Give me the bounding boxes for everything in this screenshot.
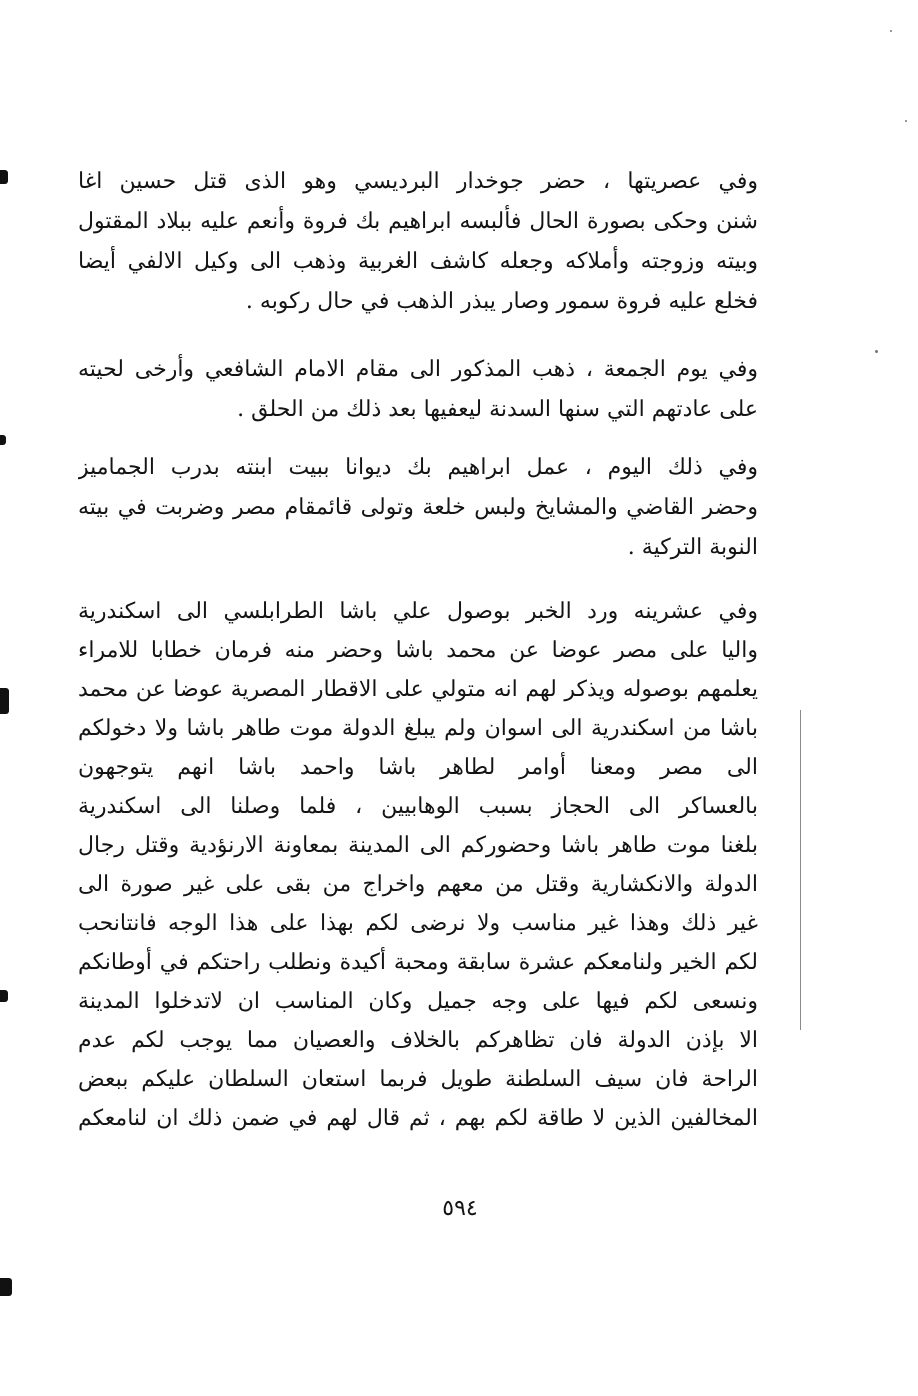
text-line: بالعساكر الى الحجاز بسبب الوهابيين ، فلما وصلنا الى اسكندرية	[78, 794, 758, 819]
text-line: وبيته وزوجته وأملاكه وجعله كاشف الغربية وذهب الى وكيل الالفي أيضا	[78, 249, 758, 274]
text-line: شنن وحكى بصورة الحال فألبسه ابراهيم بك فروة وأنعم عليه ببلاد المقتول	[78, 209, 758, 234]
scan-speck	[875, 350, 878, 353]
paragraph-1	[78, 162, 758, 322]
text-line: الدولة والانكشارية وقتل من معهم واخراج من بقى على غير صورة الى	[78, 872, 758, 897]
text-line: باشا من اسكندرية الى اسوان ولم يبلغ الدولة موت طاهر باشا ولا دخولكم	[78, 716, 758, 741]
text-line: وحضر القاضي والمشايخ ولبس خلعة وتولى قائمقام مصر وضربت في بيته	[78, 495, 758, 520]
paragraph-3	[78, 448, 758, 568]
paragraph-4	[78, 592, 758, 1138]
text-line: وفي ذلك اليوم ، عمل ابراهيم بك ديوانا ببيت ابنته بدرب الجماميز	[78, 455, 758, 480]
binding-mark-3	[0, 688, 9, 714]
text-line: وفي عشرينه ورد الخبر بوصول علي باشا الطرابلسي الى اسكندرية	[78, 599, 758, 624]
scan-speck	[905, 120, 907, 122]
binding-mark-5	[0, 1278, 12, 1296]
scan-speck	[890, 30, 892, 32]
text-line: فخلع عليه فروة سمور وصار يبذر الذهب في حال ركوبه .	[245, 289, 758, 314]
text-line: الراحة فان سيف السلطنة طويل فربما استعان السلطان عليكم ببعض	[78, 1067, 758, 1092]
text-line: على عادتهم التي سنها السدنة ليعفيها بعد ذلك من الحلق .	[237, 397, 758, 422]
text-line: وفي يوم الجمعة ، ذهب المذكور الى مقام الامام الشافعي وأرخى لحيته	[78, 357, 758, 382]
text-line: النوبة التركية .	[627, 535, 758, 560]
text-line: الا بإذن الدولة فان تظاهركم بالخلاف والعصيان مما يوجب لكم عدم	[78, 1028, 758, 1053]
text-line: بلغنا موت طاهر باشا وحضوركم الى المدينة بمعاونة الارنؤدية وقتل رجال	[78, 833, 758, 858]
binding-mark-4	[0, 990, 8, 1002]
binding-mark-1	[0, 170, 8, 184]
text-line: واليا على مصر عوضا عن محمد باشا وحضر منه فرمان خطابا للامراء	[78, 638, 758, 663]
paragraph-2	[78, 350, 758, 430]
text-line: الى مصر ومعنا أوامر لطاهر باشا واحمد باشا انهم يتوجهون	[78, 755, 758, 780]
scan-rule-line	[800, 710, 801, 1030]
text-line: غير ذلك وهذا غير مناسب ولا نرضى لكم بهذا على هذا الوجه فانتانحب	[78, 911, 758, 936]
page-number: ٥٩٤	[442, 1196, 478, 1221]
text-line: لكم الخير ولنامعكم عشرة سابقة ومحبة أكيدة ونطلب راحتكم في أوطانكم	[78, 950, 758, 975]
binding-mark-2	[0, 435, 6, 445]
text-line: ونسعى لكم فيها على وجه جميل وكان المناسب ان لاتدخلوا المدينة	[78, 989, 758, 1014]
text-line: وفي عصريتها ، حضر جوخدار البرديسي وهو الذى قتل حسين اغا	[78, 169, 758, 194]
text-line: يعلمهم بوصوله ويذكر لهم انه متولي على الاقطار المصرية عوضا عن محمد	[78, 677, 758, 702]
text-line: المخالفين الذين لا طاقة لكم بهم ، ثم قال لهم في ضمن ذلك ان لنامعكم	[78, 1106, 758, 1131]
